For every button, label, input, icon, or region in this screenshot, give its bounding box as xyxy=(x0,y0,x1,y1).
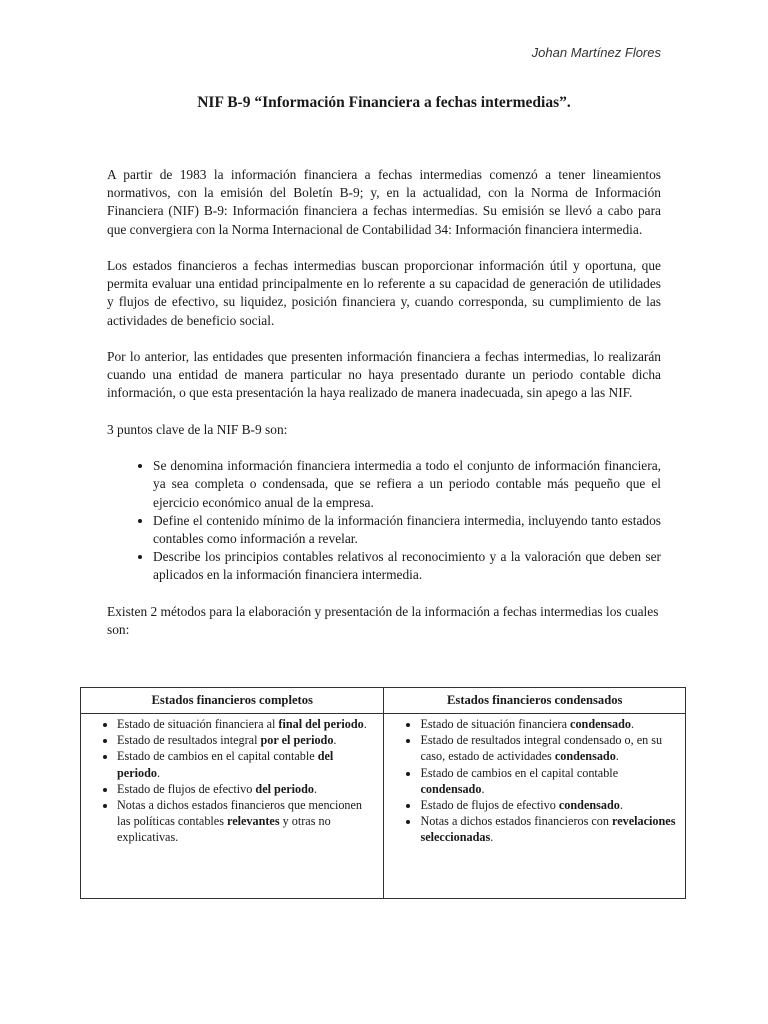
methods-intro: Existen 2 métodos para la elaboración y presentación de la información a fechas intermedias los cuales son: xyxy=(107,603,659,637)
condensados-item: • Estado de flujos de efectivo condensado. xyxy=(420,797,679,813)
paragraph-intro: A partir de 1983 la información financiera a fechas intermedias comenzó a tener lineamientos normativos, con la emisión del Boletín B-9; y, en la actualidad, con la Norma de Información Financiera (NIF) B-9: Información financiera a fechas intermedias. Su emisión se llevó a cabo para que convergiera con la Norma Internacional de Contabilidad 34: Información financiera intermedia. xyxy=(107,167,661,237)
author-name: Johan Martínez Flores xyxy=(531,45,661,60)
header-completos: Estados financieros completos xyxy=(81,688,384,714)
completos-list xyxy=(87,716,377,846)
completos-item: • Estado de cambios en el capital contable del periodo. xyxy=(117,748,377,780)
condensados-item: • Estado de resultados integral condensado o, en su caso, estado de actividades condensado. xyxy=(420,732,679,764)
header-condensados: Estados financieros condensados xyxy=(384,688,686,714)
key-point-item: • Se denomina información financiera intermedia a todo el conjunto de información financiera, ya sea completa o condensada, que se refiera a un periodo contable más pequeño que el ejercicio económico anual de la empresa. xyxy=(153,457,661,512)
condensados-item: • Estado de cambios en el capital contable condensado. xyxy=(420,765,679,797)
methods-table xyxy=(80,687,686,899)
condensados-item: • Estado de situación financiera condensado. xyxy=(420,716,679,732)
cell-condensados xyxy=(384,714,686,899)
paragraph-purpose: Los estados financieros a fechas intermedias buscan proporcionar información útil y oportuna, que permita evaluar una entidad principalmente en lo referente a su capacidad de generación de utilidades y flujos de efectivo, su liquidez, posición financiera y, cuando corresponda, su cumplimiento de las actividades de beneficio social. xyxy=(107,258,661,328)
completos-item: • Notas a dichos estados financieros que mencionen las políticas contables relevantes y otras no explicativas. xyxy=(117,797,377,846)
condensados-item: • Notas a dichos estados financieros con revelaciones seleccionadas. xyxy=(420,813,679,845)
key-point-item: • Describe los principios contables relativos al reconocimiento y a la valoración que deben ser aplicados en la información financiera intermedia. xyxy=(153,548,661,584)
key-points-intro: 3 puntos clave de la NIF B-9 son: xyxy=(107,421,288,437)
key-point-item: • Define el contenido mínimo de la información financiera intermedia, incluyendo tanto estados contables como información a revelar. xyxy=(153,512,661,548)
document-body xyxy=(107,166,661,657)
condensados-list xyxy=(390,716,679,846)
document-title: NIF B-9 “Información Financiera a fechas intermedias”. xyxy=(197,94,571,111)
key-points-list xyxy=(107,457,661,584)
cell-completos xyxy=(81,714,384,899)
completos-item: • Estado de situación financiera al final del periodo. xyxy=(117,716,377,732)
completos-item: • Estado de resultados integral por el periodo. xyxy=(117,732,377,748)
completos-item: • Estado de flujos de efectivo del periodo. xyxy=(117,781,377,797)
paragraph-scope: Por lo anterior, las entidades que presenten información financiera a fechas intermedias, lo realizarán cuando una entidad de manera particular no haya presentado durante un periodo contable dicha información, o que esta presentación la haya realizado de manera inadecuada, sin apego a las NIF. xyxy=(107,349,661,401)
